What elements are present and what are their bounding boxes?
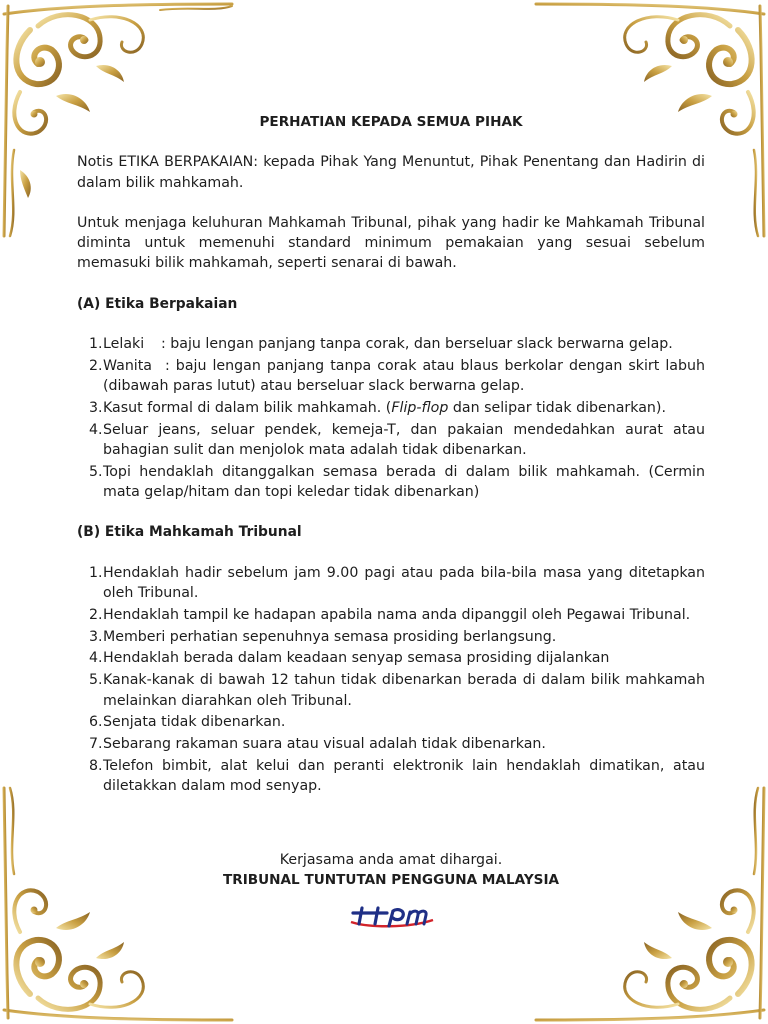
- item-text: Telefon bimbit, alat kelui dan peranti elektronik lain hendaklah dimatikan, atau diletakkan dalam mod senyap.: [103, 757, 705, 795]
- notice-rest: kepada Pihak Yang Menuntut, Pihak Penentang dan Hadirin di dalam bilik mahkamah.: [77, 154, 705, 191]
- item-text: Sebarang rakaman suara atau visual adalah tidak dibenarkan.: [103, 736, 546, 753]
- item-text: Hendaklah hadir sebelum jam 9.00 pagi atau pada bila-bila masa yang ditetapkan oleh Tribunal.: [103, 564, 705, 602]
- closing-block: [77, 850, 705, 890]
- item-text: Memberi perhatian sepenuhnya semasa prosiding berlangsung.: [103, 628, 557, 645]
- list-item: [77, 563, 705, 604]
- item-number: 3.: [89, 628, 103, 645]
- item-number: 3.: [89, 399, 103, 416]
- page-title: PERHATIAN KEPADA SEMUA PIHAK: [259, 114, 523, 130]
- section-a-list: [77, 334, 705, 502]
- notice-paragraph: [77, 152, 705, 193]
- corner-ornament-bottom-left: [0, 774, 250, 1024]
- item-text: Kanak-kanak di bawah 12 tahun tidak dibenarkan berada di dalam bilik mahkamah melainkan diarahkan oleh Tribunal.: [103, 672, 705, 709]
- item-text: Hendaklah berada dalam keadaan senyap semasa prosiding dijalankan: [103, 650, 610, 667]
- item-number: 4.: [89, 650, 103, 667]
- item-text: Topi hendaklah ditanggalkan semasa berada di dalam bilik mahkamah. (Cermin mata gelap/hitam dan topi keledar tidak dibenarkan): [103, 463, 705, 501]
- item-text: Seluar jeans, seluar pendek, kemeja-T, dan pakaian mendedahkan aurat atau bahagian sulit dan menjolok mata adalah tidak dibenarkan.: [103, 421, 705, 459]
- item-number: 2.: [89, 357, 103, 374]
- organization-name: TRIBUNAL TUNTUTAN PENGGUNA MALAYSIA: [222, 872, 560, 888]
- section-a-heading: (A) Etika Berpakaian: [77, 295, 238, 312]
- section-b-list: [77, 563, 705, 797]
- item-label: Lelaki: [103, 336, 145, 353]
- list-item: [77, 712, 705, 732]
- thanks-text: Kerjasama anda amat dihargai.: [279, 852, 503, 868]
- list-item: [77, 627, 705, 647]
- item-number: 6.: [89, 714, 103, 731]
- item-number: 5.: [89, 672, 103, 689]
- item-text: Senjata tidak dibenarkan.: [103, 714, 286, 731]
- item-text: dan selipar tidak dibenarkan).: [448, 399, 666, 416]
- intro-paragraph: Untuk menjaga keluhuran Mahkamah Tribunal, pihak yang hadir ke Mahkamah Tribunal diminta untuk memenuhi standard minimum pemakaian yang sesuai sebelum memasuki bilik mahkamah, seperti senarai di bawah.: [77, 214, 705, 272]
- item-text: : baju lengan panjang tanpa corak atau blaus berkolar dengan skirt labuh (dibawah paras lutut) atau berseluar slack berwarna gelap.: [103, 357, 705, 395]
- list-item: [77, 462, 705, 503]
- notice-body: [77, 112, 705, 798]
- item-text-italic: Flip-flop: [391, 399, 449, 416]
- item-number: 4.: [89, 421, 103, 438]
- item-text: Hendaklah tampil ke hadapan apabila nama anda dipanggil oleh Pegawai Tribunal.: [103, 606, 691, 623]
- list-item: [77, 356, 705, 397]
- item-number: 5.: [89, 463, 103, 480]
- ttpm-logo: [349, 902, 435, 932]
- corner-ornament-bottom-right: [518, 774, 768, 1024]
- ttpm-logo-icon: [349, 902, 435, 932]
- gold-filigree-corner-icon: [0, 774, 250, 1024]
- item-number: 2.: [89, 606, 103, 623]
- list-item: [77, 420, 705, 461]
- item-number: 1.: [89, 336, 103, 353]
- list-item: [77, 605, 705, 625]
- list-item: [77, 734, 705, 754]
- list-item: [77, 648, 705, 668]
- list-item: [77, 398, 705, 418]
- list-item: [77, 334, 705, 354]
- item-text: Kasut formal di dalam bilik mahkamah. (: [103, 399, 392, 416]
- gold-filigree-corner-icon: [518, 774, 768, 1024]
- list-item: [77, 670, 705, 711]
- item-number: 7.: [89, 736, 103, 753]
- list-item: [77, 756, 705, 797]
- item-text: : baju lengan panjang tanpa corak, dan berseluar slack berwarna gelap.: [161, 336, 673, 353]
- item-number: 8.: [89, 757, 103, 774]
- item-number: 1.: [89, 564, 103, 581]
- item-label: Wanita: [103, 357, 153, 374]
- section-b-heading: (B) Etika Mahkamah Tribunal: [77, 524, 302, 541]
- notice-lead: Notis ETIKA BERPAKAIAN:: [77, 154, 259, 171]
